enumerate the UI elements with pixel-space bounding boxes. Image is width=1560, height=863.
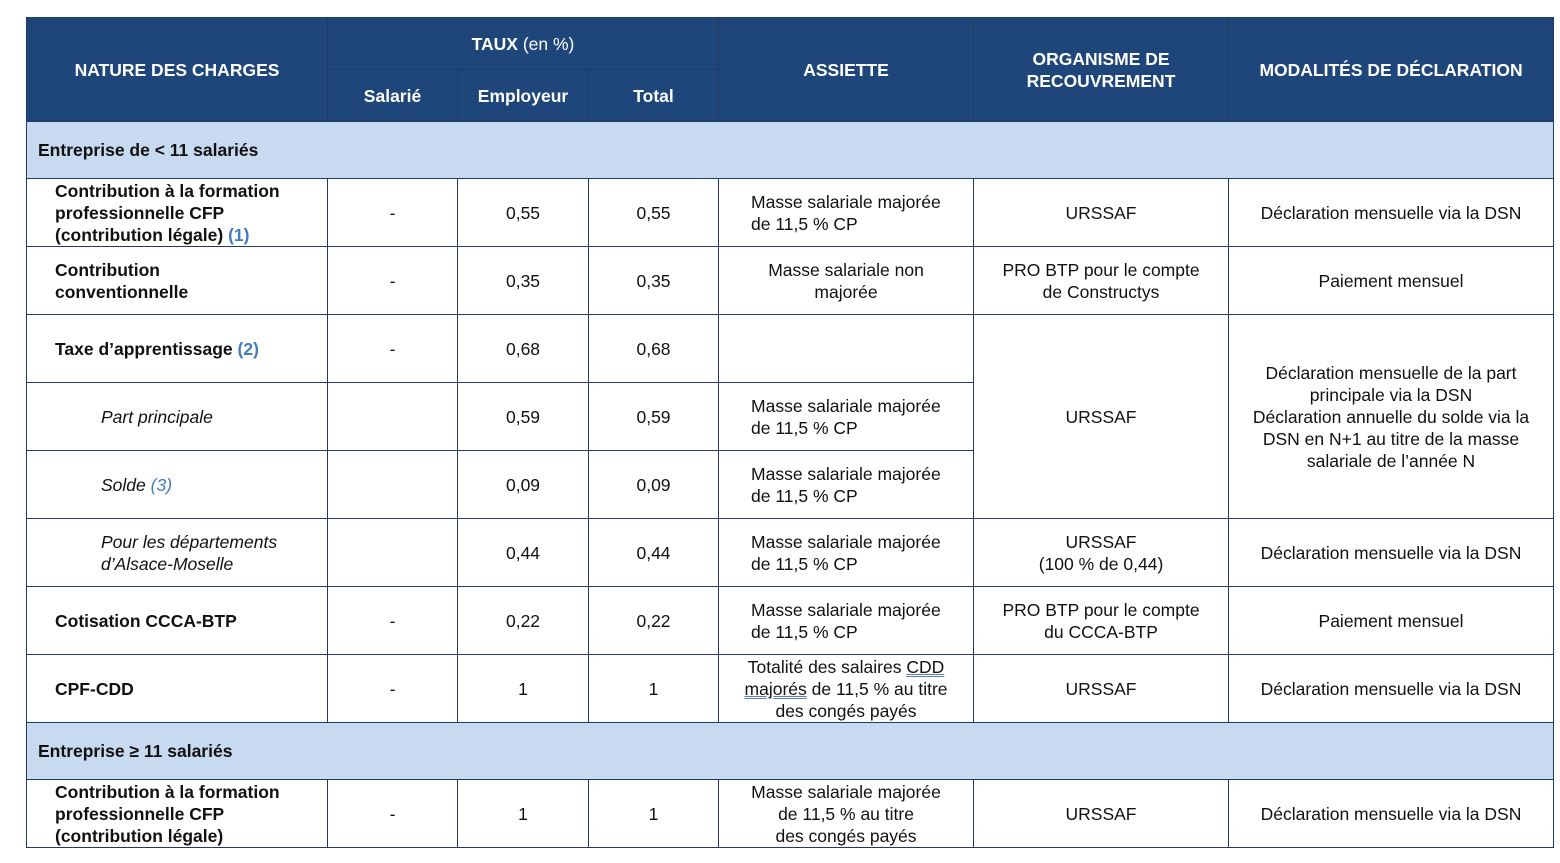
assiette-cell <box>719 315 974 383</box>
total-cell: 1 <box>589 780 719 848</box>
organisme-cell: URSSAF <box>974 655 1229 723</box>
modalites-cell: Déclaration mensuelle via la DSN <box>1229 780 1554 848</box>
assiette-cell: Totalité des salaires CDD majorés de 11,5 % au titre des congés payés <box>719 655 974 723</box>
table-row <box>27 655 1554 723</box>
salarie-cell: - <box>328 247 458 315</box>
assiette-cell: Masse salariale majorée de 11,5 % CP <box>719 451 974 519</box>
organisme-cell: PRO BTP pour le compte du CCCA-BTP <box>974 587 1229 655</box>
employeur-cell: 0,68 <box>458 315 589 383</box>
total-cell: 0,35 <box>589 247 719 315</box>
footnote-ref: (1) <box>228 224 250 245</box>
nature-cell: Solde (3) <box>27 451 328 519</box>
nature-cell: CPF-CDD <box>27 655 328 723</box>
employeur-cell: 0,44 <box>458 519 589 587</box>
section-title: Entreprise ≥ 11 salariés <box>27 723 1554 780</box>
assiette-cell: Masse salariale majorée de 11,5 % CP <box>719 587 974 655</box>
assiette-cell: Masse salariale majorée de 11,5 % CP <box>719 519 974 587</box>
salarie-cell: - <box>328 179 458 247</box>
charges-table <box>26 17 1554 848</box>
employeur-cell: 0,22 <box>458 587 589 655</box>
nature-cell: Contribution à la formation professionnelle CFP (contribution légale) <box>27 780 328 848</box>
modalites-cell: Déclaration mensuelle via la DSN <box>1229 519 1554 587</box>
section-row <box>27 723 1554 780</box>
nature-cell: Contribution à la formation professionnelle CFP (contribution légale) (1) <box>27 179 328 247</box>
total-cell: 0,59 <box>589 383 719 451</box>
header-organisme: ORGANISME DE RECOUVREMENT <box>974 18 1229 122</box>
assiette-cell: Masse salariale majorée de 11,5 % CP <box>719 179 974 247</box>
employeur-cell: 1 <box>458 780 589 848</box>
modalites-cell: Paiement mensuel <box>1229 247 1554 315</box>
organisme-cell: URSSAF (100 % de 0,44) <box>974 519 1229 587</box>
header-taux: TAUX (en %) <box>328 18 719 70</box>
total-cell: 0,09 <box>589 451 719 519</box>
table-row <box>27 247 1554 315</box>
section-row <box>27 122 1554 179</box>
section-title: Entreprise de < 11 salariés <box>27 122 1554 179</box>
total-cell: 0,55 <box>589 179 719 247</box>
modalites-cell: Paiement mensuel <box>1229 587 1554 655</box>
nature-cell: Taxe d’apprentissage (2) <box>27 315 328 383</box>
nature-cell: Cotisation CCCA-BTP <box>27 587 328 655</box>
nature-cell: Pour les départements d’Alsace-Moselle <box>27 519 328 587</box>
salarie-cell: - <box>328 587 458 655</box>
employeur-cell: 0,59 <box>458 383 589 451</box>
modalites-cell: Déclaration mensuelle via la DSN <box>1229 655 1554 723</box>
footnote-ref: (3) <box>150 474 173 495</box>
organisme-cell: URSSAF <box>974 179 1229 247</box>
nature-cell: Part principale <box>27 383 328 451</box>
employeur-cell: 0,09 <box>458 451 589 519</box>
salarie-cell: - <box>328 780 458 848</box>
table-row <box>27 315 1554 383</box>
salarie-cell <box>328 519 458 587</box>
salarie-cell <box>328 451 458 519</box>
modalites-cell: Déclaration mensuelle via la DSN <box>1229 179 1554 247</box>
header-salarie: Salarié <box>328 70 458 122</box>
assiette-cell: Masse salariale non majorée <box>719 247 974 315</box>
organisme-cell: URSSAF <box>974 315 1229 519</box>
assiette-cell: Masse salariale majorée de 11,5 % CP <box>719 383 974 451</box>
assiette-cell: Masse salariale majorée de 11,5 % au titre des congés payés <box>719 780 974 848</box>
total-cell: 0,22 <box>589 587 719 655</box>
table-row <box>27 587 1554 655</box>
total-cell: 0,68 <box>589 315 719 383</box>
employeur-cell: 1 <box>458 655 589 723</box>
modalites-cell: Déclaration mensuelle de la part principale via la DSN Déclaration annuelle du solde via la DSN en N+1 au titre de la masse salariale de l’année N <box>1229 315 1554 519</box>
header-nature: NATURE DES CHARGES <box>27 18 328 122</box>
table-row <box>27 780 1554 848</box>
header-modalites: MODALITÉS DE DÉCLARATION <box>1229 18 1554 122</box>
employeur-cell: 0,55 <box>458 179 589 247</box>
header-employeur: Employeur <box>458 70 589 122</box>
table-row <box>27 519 1554 587</box>
salarie-cell <box>328 383 458 451</box>
total-cell: 1 <box>589 655 719 723</box>
employeur-cell: 0,35 <box>458 247 589 315</box>
header-assiette: ASSIETTE <box>719 18 974 122</box>
salarie-cell: - <box>328 315 458 383</box>
organisme-cell: URSSAF <box>974 780 1229 848</box>
table-row <box>27 179 1554 247</box>
organisme-cell: PRO BTP pour le compte de Constructys <box>974 247 1229 315</box>
nature-cell: Contribution conventionnelle <box>27 247 328 315</box>
salarie-cell: - <box>328 655 458 723</box>
header-total: Total <box>589 70 719 122</box>
total-cell: 0,44 <box>589 519 719 587</box>
footnote-ref: (2) <box>237 338 259 359</box>
